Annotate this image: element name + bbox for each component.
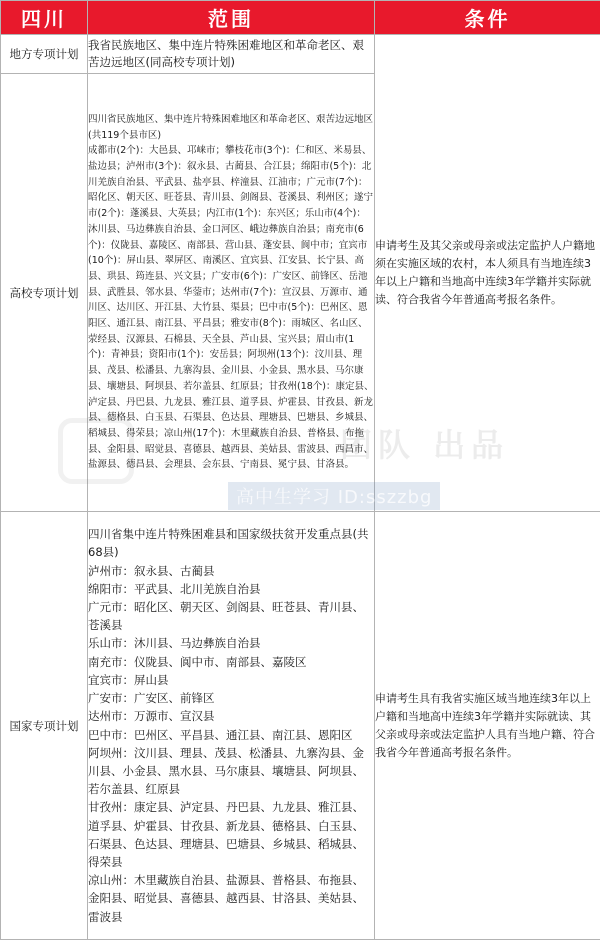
row-name-university-plan: 高校专项计划 bbox=[1, 74, 88, 512]
table-row-national-plan bbox=[1, 512, 600, 940]
row-name-local-plan: 地方专项计划 bbox=[1, 35, 88, 74]
header-province: 四川 bbox=[1, 1, 88, 35]
watermark-team-text: 团队 出品 bbox=[340, 420, 509, 466]
header-condition: 条件 bbox=[375, 1, 600, 35]
watermark-id-text: 高中生学习 ID:sszzbg bbox=[228, 482, 440, 510]
range-text-national-plan: 四川省集中连片特殊困难县和国家级扶贫开发重点县(共68县) 泸州市：叙永县、古蔺县 绵阳市：平武县、北川羌族自治县 广元市：昭化区、朝天区、剑阁县、旺苍县、青川县、苍溪县 乐山市：沐川县、马边彝族自治县 南充市：仪陇县、阆中市、南部县、嘉陵区 宜宾市：屏山县 广安市：广安区、前锋区 达州市：万源市、宣汉县 巴中市：巴州区、平昌县、通江县、南江县、恩阳区 阿坝州：汶川县、理县、茂县、松潘县、九寨沟县、金川县、小金县、黑水县、马尔康县、壤塘县、阿坝县、若尔盖县、红原县 甘孜州：康定县、泸定县、丹巴县、九龙县、雅江县、道孚县、炉霍县、甘孜县、新龙县、德格县、白玉县、石渠县、色达县、理塘县、巴塘县、乡城县、稻城县、得荣县 凉山州：木里藏族自治县、盐源县、普格县、布拖县、金阳县、昭觉县、喜德县、越西县、甘洛县、美姑县、雷波县 bbox=[88, 525, 374, 925]
range-text-university-plan: 四川省民族地区、集中连片特殊困难地区和革命老区、艰苦边远地区(共119个县市区) 成都市(2个)：大邑县、邛崃市；攀枝花市(3个)：仁和区、米易县、盐边县；泸州市(3个)：叙永县、古蔺县、合江县；绵阳市(5个)：北川羌族自治县、平武县、盐亭县、梓潼县、江油市；广元市(7个)：昭化区、朝天区、旺苍县、青川县、剑阁县、苍溪县、利州区；遂宁市(2个)：蓬溪县、大英县；内江市(1个)：东兴区；乐山市(4个)：沐川县、马边彝族自治县、金口河区、峨边彝族自治县；南充市(6个)：仪陇县、嘉陵区、南部县、营山县、蓬安县、阆中市；宜宾市(10个)：屏山县、翠屏区、南溪区、宜宾县、江安县、长宁县、高县、珙县、筠连县、兴文县；广安市(6个)：广安区、前锋区、岳池县、武胜县、邻水县、华蓥市；达州市(7个)：宣汉县、万源市、通川区、达川区、开江县、大竹县、渠县；巴中市(5个)：巴州区、恩阳区、通江县、南江县、平昌县；雅安市(8个)：雨城区、名山区、荥经县、汉源县、石棉县、天全县、芦山县、宝兴县；眉山市(1个)：青神县；资阳市(1个)：安岳县；阿坝州(13个)：汶川县、理县、茂县、松潘县、九寨沟县、金川县、小金县、黑水县、马尔康县、壤塘县、阿坝县、若尔盖县、红原县；甘孜州(18个)：康定县、泸定县、丹巴县、九龙县、雅江县、道孚县、炉霍县、甘孜县、新龙县、德格县、白玉县、石渠县、色达县、理塘县、巴塘县、乡城县、稻城县、得荣县；凉山州(17个)：木里藏族自治县、普格县、布拖县、金阳县、昭觉县、喜德县、越西县、美姑县、雷波县、西昌市、盐源县、德昌县、会理县、会东县、宁南县、冕宁县、甘洛县。 bbox=[88, 112, 374, 473]
row-condition-university-plan: 申请考生及其父亲或母亲或法定监护人户籍地须在实施区域的农村，本人须具有当地连续3年以上户籍和当地高中连续3年学籍并实际就读、符合我省今年普通高考报名条件。 bbox=[375, 35, 600, 512]
row-name-national-plan: 国家专项计划 bbox=[1, 512, 88, 940]
header-range: 范围 bbox=[88, 1, 375, 35]
row-range-local-plan: 我省民族地区、集中连片特殊困难地区和革命老区、艰苦边远地区(同高校专项计划) bbox=[88, 35, 375, 74]
row-condition-national-plan: 申请考生具有我省实施区域当地连续3年以上户籍和当地高中连续3年学籍并实际就读、其父亲或母亲或法定监护人具有当地户籍、符合我省今年普通高考报名条件。 bbox=[375, 512, 600, 940]
table-row-local-plan bbox=[1, 35, 600, 74]
row-range-university-plan bbox=[88, 74, 375, 512]
row-range-national-plan bbox=[88, 512, 375, 940]
header-row bbox=[1, 1, 600, 35]
